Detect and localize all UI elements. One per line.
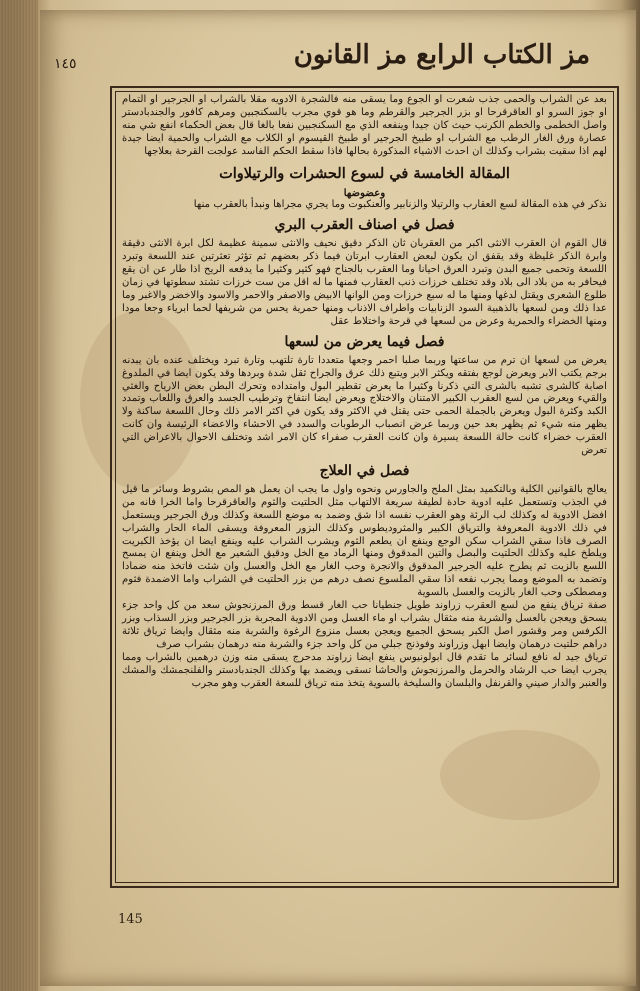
- page-number-bottom: 145: [118, 912, 143, 927]
- recipe-paragraph: صفة ترياق ينفع من لسع العقرب زراوند طويل جنطيانا حب الغار قسط ورق المرزنجوش سعد من كل واحد جزء يسحق ويعجن بالعسل والشربة منه مثقال بشراب او ماء العسل ومن الادوية المجربة بزر الجرجير وبزر السذاب وبزر الكرفس ومر وقشور اصل الكبر يسحق الجميع ويعجن بعسل منزوع الرغوة والشربة منه مثقال وايضا ترياق ثلاثة دراهم حلتيت درهمان وايضا ابهل وزراوند وفوذنج جبلي من كل واحد جزء والشربة منه درهمان بشراب صرف: [122, 600, 607, 650]
- section-subtitle: وعضوضها: [343, 186, 386, 199]
- running-head: مز الكتاب الرابع مز القانون: [293, 40, 590, 70]
- chapter-paragraph: يعالج بالقوانين الكلية وبالتكميد بمثل الملح والجاورس ونحوه واول ما يجب ان يعمل هو المص بشروط وسائر ما قيل في الجذب وتستعمل عليه ادوية حادة لطيفة سريعة الالتهاب مثل الحلتيت والثوم والعاقرقرحا واما الخرا فانه من افضل الادوية له وكذلك لب الرئة وهو العقرب نفسه اذا شق وضمد به موضع اللسعة وكذلك ورق الجرجير ويستعمل في ذلك الادوية المعروفة والترياق الكبير والمثروديطوس وكذلك البزور المعروفة ويسقى الماء الحار والشراب الصرف فاذا سقي الشراب سكن الوجع وينفع ان يطعم الثوم ويشرب الشراب عليه وينفع ايضا ان يؤخذ الكبريت ويلطخ عليه وكذلك الحلتيت والبصل والتين المدقوق ومنها الرماد مع الخل ودقيق الشعير مع الخل وينفع ان يمسح اللسع بالزيت ثم يطرح عليه الجرجير المدقوق والانجرة وحب الغار مع الخل والعسل وان شئت فاتخذ منه ضمادا وتضمد به الموضع ومما يجرب نفعه اذا سقي الملسوع نصف درهم من بزر الحلتيت في الشراب واما الاضمدة فثوم ومصطكى وحب الغار بالزيت والعسل بالسوية: [122, 483, 607, 599]
- chapter-paragraph: قال القوم ان العقرب الانثى اكبر من العقربان ثان الذكر دقيق نحيف والانثى سمينة عظيمة لكل ابرة الانثى دقيقة وابرة الذكر غليظة وقد يقفق ان يكون لبعض العقارب ابرتان فيما ذكر بعضهم ثم تؤثر تعثرتين عند اللسعة وتبرد اللسعة وتحمى جميع البدن وتبرد العرق احيانا وما العقرب بالجناح فهو كثير وكثيرا ما يدفعه الريح اذا طار عن ان يقع فيحافر به من بلاد الى بلاد وقد تختلف خرزات ذنب العقارب فمنها ما له اقل من ست خرزات تشتد سطوتها في زمان طلوع الشعرى ويقتل لدغها ومنها ما له سبع خرزات ومن الوانها الابيض والاصفر والاحمر والاسود والاخضر والاغبر وما عدا ذلك ومن لسعها بالذهبية السود الزنابيات واطراف الاذناب ومنها حمرية يحس من شريفها لحما ابرياء وجعا مودا ومنها الخضراء والحمرية وعرض من لسعها في قرحة واختلاط عقل: [122, 238, 607, 327]
- intro-paragraph: بعد عن الشراب والحمى جذب شعرت او الجوع وما يسقى منه فالشجرة الادويه مقلا بالشراب او الجرجير او التمام او جوز السرو او العاقرقرحا او بزر الجرجير والقرطم وما هو قوي مجرب بالسكنجبين ومرهم كافور والجندبادستر واصل الخطمى والخطم الكرنب حيث كان جيدا وينفعه الذي مع السكنجبين نفعا بالغا قال بعض الحكماء انفع شي منه عصارة ورق الغار الرطب مع الشراب او طبيخ الجرجير او طبيخ القيسوم او الكلاب مع الشراب والحمية ايضا جيدة لهم اذا سقيت بشراب وكذلك ان احدث الاشياء المذكورة بحالها فاذا سقط الحكم الفاسد عولجت القرحة بعلاجها: [122, 94, 607, 157]
- chapter-paragraph: يعرض من لسعها ان ترم من ساعتها وربما صلبا احمر وجعها متعددا تارة تلتهب وتارة تبرد ويختلف عنده بان يبدنه برجم يكتب الابر ويعرض لوجع بفتقه ويكثر الابر ويتبع ذلك عرق والجراح ثقل شدة وبردها وقد يكون ايضا في الملدوغ اصابة كالشرى تشبه بالشرى التي ذكرنا وكثيرا ما يعرض تقطير البول وامتداده وتحرك البطن بعض الارياح والغثي والقيء ويعرض من لسع العقرب الكبير الامتنان والاختلاج ويعرض ايضا انتفاخ وترطيب الجسد والعرق واللعاب وتمدد الكبد وكثرة البول ويعرض بالجملة الحمى حتى يقتل في الاكثر وقد يكون في اكثر الامر ذلك وحال اللسعة ساكنة ولا يظهر منه شيء ثم يظهر بعد حين وربما عرض انصباب الرطوبات والسدد في الاحشاء والاعضاء الرئيسة وان كانت العقرب خضراء كانت حالة اللسعة يسيرة وان كانت العقرب صفراء كان الامر اشد وتختلف الاحوال بالاعراض التي تعرض: [122, 354, 607, 457]
- chapter-title: فصل في العلاج: [319, 462, 410, 479]
- chapter-title: فصل في اصناف العقرب البري: [274, 217, 455, 234]
- section-intro: نذكر في هذه المقالة لسع العقارب والرتيلا والزنابير والعنكبوت وما يجري مجراها ونبدأ بالعقرب منها: [193, 199, 607, 211]
- section-title: المقالة الخامسة في لسوع الحشرات والرتيلاوات: [219, 164, 510, 182]
- text-frame: [110, 86, 619, 888]
- chapter-title: فصل فيما يعرض من لسعها: [284, 333, 445, 350]
- text-block: [122, 94, 607, 880]
- closing-paragraph: ترياق جيد له نافع لسائر ما تقدم قال ابولونيوس ينفع ايضا زراوند مدحرج يسقى منه وزن درهمين بالشراب ومما يجرب ايضا حب الرشاد والحرمل والمرزنجوش والحاشا تسقى ويضمد بها وكذلك الجندبادستر والفلنجمشك والمشك والعنبر والدار صيني والقرنفل والبلسان والسليخة بالسوية يتخذ منه ترياق للسعة العقرب وهو مجرب: [122, 651, 607, 689]
- page-header: [80, 38, 610, 84]
- page-edges: [0, 0, 38, 991]
- page-number-top: ١٤٥: [54, 56, 77, 72]
